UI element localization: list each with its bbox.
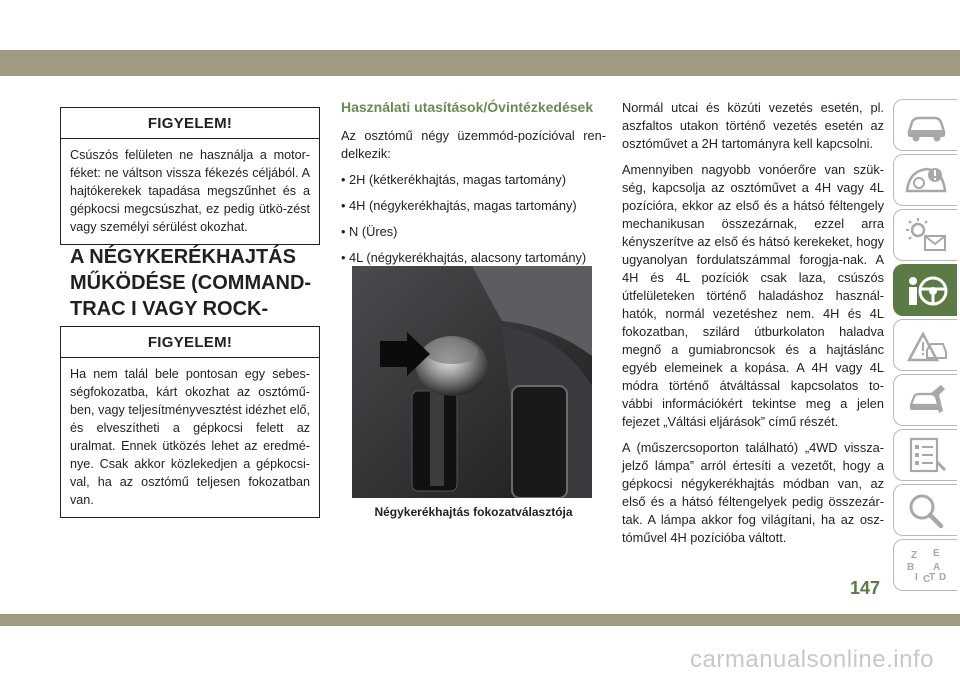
sun-envelope-icon [903, 216, 949, 254]
tab-maintenance[interactable] [893, 374, 957, 426]
tab-dashboard[interactable] [893, 154, 957, 206]
warning-box-engine-brake [60, 107, 320, 245]
paragraph: Normál utcai és közúti vezetés esetén, pl. aszfaltos utakon történő vezetés esetén az osztóművet a 2H tartományra kell kapcsolni. [622, 100, 884, 151]
bullet-item: • 2H (kétkerékhajtás, magas tartomány) [341, 172, 566, 187]
warning-title: FIGYELEM! [61, 327, 319, 358]
warning-triangle-car-icon [903, 326, 949, 364]
bullet-item: • 4L (négykerékhajtás, alacsony tartomány) [341, 250, 587, 265]
tab-driving[interactable] [893, 264, 957, 316]
paragraph: A (műszercsoporton található) „4WD vissza-jelző lámpa” arról értesíti a vezetőt, hogy a gépkocsi négykerékhajtás módban van, az első és a hátsó féltengelyek pedig összezár-tak. A lámpa akkor fog világítani, ha az osz-tóművel 4H pozícióba váltott. [622, 440, 884, 545]
index-letter: I [914, 572, 918, 583]
index-letter: B [906, 562, 914, 573]
footer-band [0, 614, 960, 626]
chapter-tabs [893, 99, 960, 594]
page-number: 147 [850, 578, 881, 598]
magnifier-icon [903, 491, 949, 529]
section-heading: A NÉGYKERÉKHAJTÁS MŰKÖDÉSE (COMMAND-TRAC I VAGY ROCK- [70, 246, 312, 320]
index-letter: A [932, 562, 940, 573]
driver-steering-icon [903, 271, 949, 309]
watermark: carmanualsonline.info [690, 646, 934, 673]
shifter-photo [352, 266, 592, 498]
paragraph: Amennyiben nagyobb vonóerőre van szük-ség, kapcsolja az osztóművet a 4H vagy 4L pozícióra, ekkor az első és a hátsó féltengely mechanikusan összezárnak, ezzel arra kényszerítve az első és hátsó kerekeket, hogy ugyanolyan fordulatszámmal forogja-nak. A 4H és 4L pozíciók csak laza, csúszós útfelületeken történő haladáshoz használ-hatók, normál vezetéshez nem. 4H és 4L fokozatban, szilárd útburkolaton haladva megnő a gumiabroncsok és a hajtáslánc egyéb elemeinek a kopása. A 4H vagy 4L módra történő átváltással kapcsolatos to-vábbi információkért tekintse meg a jelen fejezet „Váltási eljárások” című részét. [622, 162, 884, 429]
top-margin [0, 0, 960, 50]
subheading: Használati utasítások/Óvintézkedések [341, 99, 594, 115]
warning-box-gear [60, 326, 320, 518]
column-description [622, 99, 884, 555]
warning-body: Ha nem talál bele pontosan egy sebes-ségfokozatba, kárt okozhat az osztómű-ben, vagy teljesítményvesztést idézhet elő, és elveszítheti a gépkocsi felett az uralmat. Ennek ütközés lehet az eredmé-nye. Csak akkor közlekedjen a gépkocsi-val, ha az osztómű teljesen fokozatban van. [70, 367, 310, 507]
car-exterior-icon [903, 106, 949, 144]
column-instructions [341, 99, 606, 275]
bullet-item: • 4H (négykerékhajtás, magas tartomány) [341, 198, 577, 213]
dashboard-warning-icon [903, 161, 949, 199]
tab-emergency[interactable] [893, 319, 957, 371]
warning-body: Csúszós felületen ne használja a motor-féket: ne váltson vissza fékezés céljából. A hajtókerekek tapadása megszűnhet és a gépkocsi megcsúszhat, ez pedig ütkö-zést vagy személyi sérülést okozhat. [70, 148, 310, 234]
tab-search[interactable] [893, 484, 957, 536]
index-letter: T [928, 572, 935, 583]
warning-title: FIGYELEM! [61, 108, 319, 139]
wrench-car-icon [903, 381, 949, 419]
shifter-illustration [352, 266, 592, 498]
intro-text: Az osztómű négy üzemmód-pozícióval ren-delkezik: [341, 128, 606, 161]
tab-index[interactable] [893, 539, 957, 591]
index-letter: Z [910, 550, 917, 561]
index-letter: C [922, 574, 930, 584]
photo-caption: Négykerékhajtás fokozatválasztója [374, 505, 573, 519]
index-letter: E [932, 548, 940, 559]
checklist-icon [903, 436, 949, 474]
tab-specs[interactable] [893, 429, 957, 481]
tab-climate-comms[interactable] [893, 209, 957, 261]
alphabet-index-icon [903, 546, 949, 584]
tab-car-exterior[interactable] [893, 99, 957, 151]
bullet-item: • N (Üres) [341, 224, 398, 239]
header-band [0, 50, 960, 76]
index-letter: D [938, 572, 946, 583]
